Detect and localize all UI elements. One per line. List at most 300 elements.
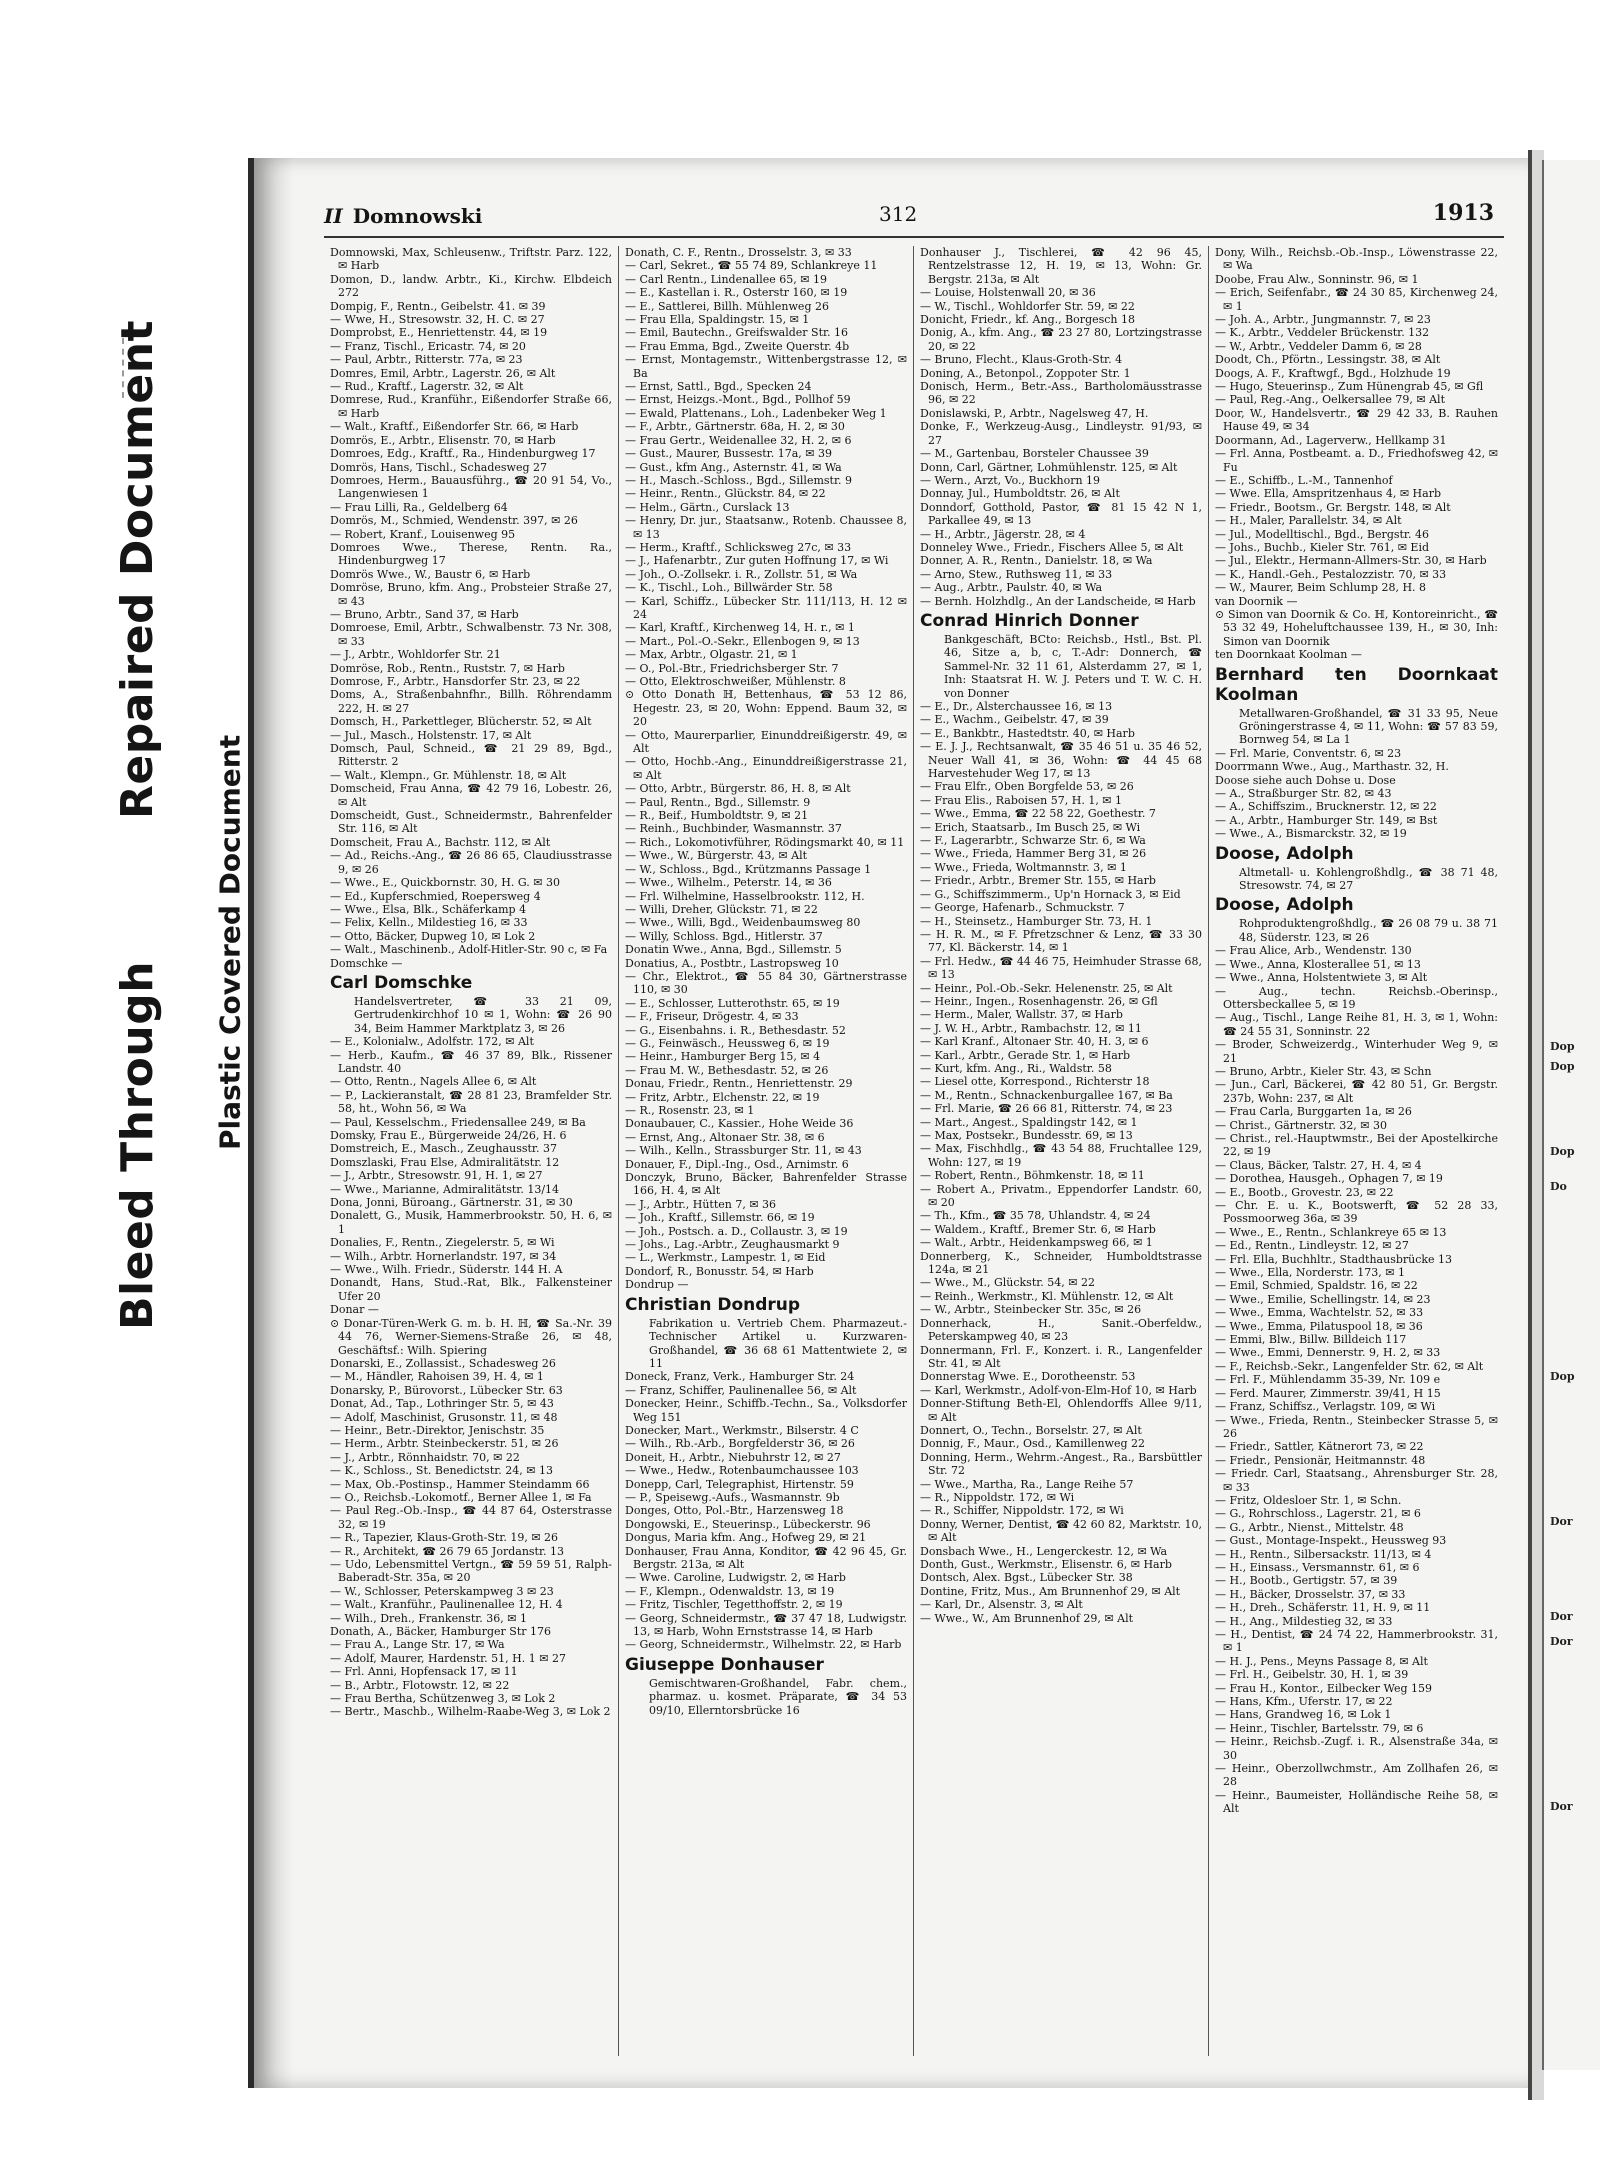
directory-entry: — Wwe., Emilie, Schellingstr. 14, ✉ 23 — [1215, 1292, 1431, 1306]
directory-entry: — G., Schiffszimmerm., Up'n Hornack 3, ✉ Eid — [920, 887, 1181, 901]
directory-entry: — Chr. E. u. K., Bootswerft, ☎ 52 28 33, Possmoorweg 36a, ✉ 39 — [1215, 1199, 1498, 1226]
directory-entry: — Helm., Gärtn., Curslack 13 — [625, 500, 790, 514]
directory-entry: — Mart., Angest., Spaldingstr 142, ✉ 1 — [920, 1115, 1138, 1129]
directory-entry: — Wwe., Wilh. Friedr., Süderstr. 144 H. A — [330, 1263, 563, 1277]
directory-entry: — Udo, Lebensmittel Vertgn., ☎ 59 59 51, Ralph-Baberadt-Str. 35a, ✉ 20 — [330, 1558, 612, 1585]
directory-entry: — Max, Postsekr., Bundesstr. 69, ✉ 13 — [920, 1129, 1133, 1142]
directory-entry: — H., Dreh., Schäferstr. 11, H. 9, ✉ 11 — [1215, 1601, 1431, 1615]
directory-entry: Donar — — [330, 1303, 379, 1317]
display-entry-details: Bankgeschäft, BCto: Reichsb., Hstl., Bst. Pl. 46, Sitze a, b, c, T.-Adr: Donnerch, ☎ Sammel-Nr. 32 11 61, Alsterdamm 27, ✉ 1, Inh: Staatsrat H. W. J. Peters und T. W. C. H. von Donner — [944, 632, 1202, 700]
directory-entry: Doogs, A. F., Kraftwgf., Bgd., Holzhude 19 — [1215, 366, 1451, 380]
directory-entry: Domröse, Rob., Rentn., Ruststr. 7, ✉ Harb — [330, 661, 565, 675]
directory-entry: — F., Arbtr., Gärtnerstr. 68a, H. 2, ✉ 30 — [625, 420, 845, 434]
directory-entry: — Herm., Arbtr. Steinbeckerstr. 51, ✉ 26 — [330, 1437, 559, 1451]
directory-entry: — Heinr., Pol.-Ob.-Sekr. Helenenstr. 25, ✉ Alt — [920, 981, 1173, 995]
display-entry-details: Altmetall- u. Kohlengroßhdlg., ☎ 38 71 48, Stresowstr. 74, ✉ 27 — [1239, 865, 1498, 893]
directory-entry: Doning, A., Betonpol., Zoppoter Str. 1 — [920, 366, 1131, 380]
directory-entry: Domröse, Bruno, kfm. Ang., Probsteier Straße 27, ✉ 43 — [330, 581, 612, 608]
directory-entry: — E., Dr., Alsterchaussee 16, ✉ 13 — [920, 700, 1113, 713]
directory-entry: — Bruno, Arbtr., Kieler Str. 43, ✉ Schn — [1215, 1064, 1432, 1078]
directory-entry: — Kurt, kfm. Ang., Ri., Waldstr. 58 — [920, 1061, 1112, 1075]
directory-entry: — R., Schiffer, Nippoldstr. 172, ✉ Wi — [920, 1504, 1124, 1518]
directory-entry: — Jul., Modelltischl., Bgd., Bergstr. 46 — [1215, 527, 1429, 541]
display-entry-details: Metallwaren-Großhandel, ☎ 31 33 95, Neue Gröningerstrasse 4, ✉ 11, Wohn: ☎ 57 83 59, Bornweg 54, ✉ La 1 — [1239, 706, 1498, 747]
directory-entry: — Johs., Lag.-Arbtr., Zeughausmarkt 9 — [625, 1238, 840, 1252]
directory-entry: — Heinr., Oberzollwchmstr., Am Zollhafen 26, ✉ 28 — [1215, 1762, 1498, 1789]
directory-entry: — Walt., Kraftf., Eißendorfer Str. 66, ✉ Harb — [330, 420, 579, 434]
directory-entry: Donn, Carl, Gärtner, Lohmühlenstr. 125, ✉ Alt — [920, 460, 1178, 474]
directory-entry: — Wwe., Frieda, Hammer Berg 31, ✉ 26 — [920, 847, 1147, 861]
display-entry-details: Fabrikation u. Vertrieb Chem. Pharmazeut.-Technischer Artikel u. Kurzwaren-Großhandel, ☎ 36 68 61 Mattentwiete 2, ✉ 11 — [649, 1316, 907, 1370]
display-entry-heading: Giuseppe Donhauser — [625, 1654, 824, 1675]
directory-entry: — J., Arbtr., Wohldorfer Str. 21 — [330, 648, 501, 662]
directory-entry: Donecker, Heinr., Schiffb.-Techn., Sa., Volksdorfer Weg 151 — [625, 1397, 907, 1424]
directory-entry: — Aug., Arbtr., Paulstr. 40, ✉ Wa — [920, 581, 1103, 595]
directory-entry: — Karl., Arbtr., Gerade Str. 1, ✉ Harb — [920, 1048, 1131, 1062]
directory-entry: Donny, Werner, Dentist, ☎ 42 60 82, Marktstr. 10, ✉ Alt — [920, 1517, 1202, 1545]
directory-entry: Donnig, F., Maur., Osd., Kamillenweg 22 — [920, 1437, 1146, 1451]
directory-entry: — Wwe., Emma, Pilatuspool 18, ✉ 36 — [1215, 1319, 1423, 1333]
directory-entry: Donandt, Hans, Stud.-Rat, Blk., Falkensteiner Ufer 20 — [330, 1276, 612, 1303]
directory-entry: — J., Hafenarbtr., Zur guten Hoffnung 17, ✉ Wi — [625, 554, 889, 568]
column-1 — [324, 246, 619, 2056]
directory-entry: — Wwe., Anna, Holstentwiete 3, ✉ Alt — [1215, 971, 1428, 985]
directory-entry: Donath, A., Bäcker, Hamburger Str 176 — [330, 1625, 552, 1639]
directory-entry: — Otto, Rentn., Nagels Allee 6, ✉ Alt — [330, 1075, 537, 1089]
directory-entry: — Karl, Dr., Alsenstr. 3, ✉ Alt — [920, 1598, 1083, 1612]
directory-entry: — Wilh., Arbtr. Hornerlandstr. 197, ✉ 34 — [330, 1249, 557, 1263]
directory-entry: — Ernst, Montagemstr., Wittenbergstrasse 12, ✉ Ba — [625, 353, 907, 380]
neighbor-page-edge — [1542, 160, 1600, 2070]
directory-entry: — Robert A., Privatm., Eppendorfer Landstr. 60, ✉ 20 — [920, 1182, 1202, 1210]
directory-entry: — Christ., rel.-Hauptwmstr., Bei der Apostelkirche 22, ✉ 19 — [1215, 1131, 1498, 1159]
neighbor-fragment: Dor — [1550, 1635, 1573, 1648]
directory-entry: — Frau Emma, Bgd., Zweite Querstr. 4b — [625, 339, 850, 353]
directory-entry: — Wwe. Ella, Amspritzenhaus 4, ✉ Harb — [1215, 487, 1442, 501]
directory-entry: — A., Schiffszim., Brucknerstr. 12, ✉ 22 — [1215, 800, 1437, 814]
directory-entry: — Heinr., Hamburger Berg 15, ✉ 4 — [625, 1050, 821, 1064]
directory-entry: — Friedr. Carl, Staatsang., Ahrensburger Str. 28, ✉ 33 — [1215, 1467, 1498, 1494]
directory-entry: — Otto, Hochb.-Ang., Einunddreißigerstrasse 21, ✉ Alt — [625, 755, 907, 782]
directory-entry: Dongowski, E., Steuerinsp., Lübeckerstr. 96 — [625, 1517, 871, 1531]
directory-entry: Donau, Friedr., Rentn., Henriettenstr. 29 — [625, 1077, 853, 1091]
directory-entry: — Joh., Postsch. a. D., Collaustr. 3, ✉ 19 — [625, 1224, 848, 1238]
directory-entry: Donczyk, Bruno, Bäcker, Bahrenfelder Strasse 166, H. 4, ✉ Alt — [625, 1171, 907, 1198]
column-2 — [619, 246, 914, 2056]
directory-entry: — W., Schlosser, Peterskampweg 3 ✉ 23 — [330, 1584, 554, 1598]
directory-entry: — Arno, Stew., Ruthsweg 11, ✉ 33 — [920, 567, 1113, 581]
directory-entry: — Otto, Elektroschweißer, Mühlenstr. 8 — [625, 675, 846, 688]
directory-entry: — W., Schloss., Bgd., Krützmanns Passage 1 — [625, 862, 872, 876]
directory-entry: — Bernh. Holzhdlg., An der Landscheide, ✉ Harb — [920, 594, 1196, 608]
directory-entry: — H. J., Pens., Meyns Passage 8, ✉ Alt — [1215, 1654, 1428, 1668]
directory-entry: Dondrup — — [625, 1278, 689, 1292]
directory-entry: — H., Steinsetz., Hamburger Str. 73, H. 1 — [920, 914, 1153, 928]
directory-entry: — Willy, Schloss. Bgd., Hitlerstr. 37 — [625, 929, 823, 943]
directory-entry: Domscheid, Frau Anna, ☎ 42 79 16, Lobestr. 26, ✉ Alt — [330, 782, 612, 809]
page-header — [324, 198, 1504, 238]
scan-mark — [122, 338, 132, 398]
directory-entry: Door, W., Handelsvertr., ☎ 29 42 33, B. Rauhen Hause 49, ✉ 34 — [1215, 406, 1498, 434]
neighbor-fragment: Do — [1550, 1180, 1567, 1193]
directory-entry: — K., Schloss., St. Benedictstr. 24, ✉ 13 — [330, 1464, 553, 1478]
directory-entry: — Gust., Maurer, Bussestr. 17a, ✉ 39 — [625, 447, 832, 461]
directory-entry: — Aug., Tischl., Lange Reihe 81, H. 3, ✉ 1, Wohn: ☎ 24 55 31, Sonninstr. 22 — [1215, 1011, 1498, 1038]
directory-entry: Donatin Wwe., Anna, Bgd., Sillemstr. 5 — [625, 943, 842, 957]
header-name: Domnowski — [352, 204, 483, 228]
directory-entry: Domres, Emil, Arbtr., Lagerstr. 26, ✉ Alt — [330, 366, 556, 380]
directory-entry: — Erich, Seifenfabr., ☎ 24 30 85, Kirchenweg 24, ✉ 1 — [1215, 286, 1498, 313]
neighbor-fragment: Dor — [1550, 1515, 1573, 1528]
directory-entry: — Claus, Bäcker, Talstr. 27, H. 4, ✉ 4 — [1215, 1158, 1422, 1172]
directory-entry: — Ed., Kupferschmied, Roepersweg 4 — [330, 889, 541, 903]
directory-entry: — H., Einsass., Versmannstr. 61, ✉ 6 — [1215, 1560, 1420, 1574]
directory-entry: — F., Friseur, Drögestr. 4, ✉ 33 — [625, 1010, 799, 1024]
directory-entry: — W., Tischl., Wohldorfer Str. 59, ✉ 22 — [920, 299, 1135, 313]
directory-entry: Doodt, Ch., Pförtn., Lessingstr. 38, ✉ Alt — [1215, 353, 1441, 367]
directory-entry: Donke, F., Werkzeug-Ausg., Lindleystr. 91/93, ✉ 27 — [920, 420, 1202, 447]
directory-entry: — Frau Carla, Burggarten 1a, ✉ 26 — [1215, 1105, 1412, 1119]
directory-entry: — R., Nippoldstr. 172, ✉ Wi — [920, 1490, 1075, 1504]
directory-entry: — Ernst, Ang., Altonaer Str. 38, ✉ 6 — [625, 1130, 825, 1144]
directory-entry: — Fritz, Arbtr., Elchenstr. 22, ✉ 19 — [625, 1090, 820, 1104]
directory-entry: — M., Gartenbau, Borsteler Chaussee 39 — [920, 447, 1149, 461]
directory-entry: — Erich, Staatsarb., Im Busch 25, ✉ Wi — [920, 820, 1141, 834]
directory-entry: Domscheit, Frau A., Bachstr. 112, ✉ Alt — [330, 835, 551, 849]
directory-entry: — Frl. Marie, ☎ 26 66 81, Ritterstr. 74, ✉ 23 — [920, 1102, 1173, 1116]
directory-entry: Donaubauer, C., Kassier., Hohe Weide 36 — [625, 1117, 854, 1131]
directory-columns — [324, 246, 1504, 2056]
directory-entry: — Robert, Kranf., Louisenweg 95 — [330, 527, 516, 541]
directory-entry: Domsch, H., Parkettleger, Blücherstr. 52, ✉ Alt — [330, 715, 592, 729]
directory-entry: van Doornik — — [1215, 594, 1298, 608]
directory-entry: — Ernst, Heizgs.-Mont., Bgd., Pollhof 59 — [625, 393, 851, 407]
page-number: 312 — [879, 202, 918, 226]
directory-entry: — Wwe., Ella, Norderstr. 173, ✉ 1 — [1215, 1266, 1405, 1280]
directory-entry: — Felix, Kelln., Mildestieg 16, ✉ 33 — [330, 916, 528, 930]
neighbor-fragment: Dop — [1550, 1370, 1575, 1383]
directory-entry: — Broder, Schweizerdg., Winterhuder Weg 9, ✉ 21 — [1215, 1038, 1498, 1065]
directory-entry: Dondorf, R., Bonusstr. 54, ✉ Harb — [625, 1264, 814, 1278]
directory-entry: — Rich., Lokomotivführer, Rödingsmarkt 40, ✉ 11 — [625, 835, 905, 849]
directory-entry: — Wwe., Willi, Bgd., Weidenbaumsweg 80 — [625, 916, 861, 930]
directory-entry: — Otto, Maurerparlier, Einunddreißigerstr. 49, ✉ Alt — [625, 728, 907, 756]
directory-entry: — K., Arbtr., Veddeler Brückenstr. 132 — [1215, 326, 1430, 340]
directory-entry: Donsbach Wwe., H., Lengerckestr. 12, ✉ Wa — [920, 1544, 1168, 1558]
directory-entry: Donhauser, Frau Anna, Konditor, ☎ 42 96 45, Gr. Bergstr. 213a, ✉ Alt — [625, 1544, 907, 1571]
directory-entry: — J., Arbtr., Rönnhaidstr. 70, ✉ 22 — [330, 1450, 520, 1464]
directory-entry: — Wwe., Elsa, Blk., Schäferkamp 4 — [330, 902, 527, 916]
directory-entry: — Frau A., Lange Str. 17, ✉ Wa — [330, 1638, 505, 1652]
directory-entry: — K., Handl.-Geh., Pestalozzistr. 70, ✉ 33 — [1215, 567, 1447, 581]
directory-entry: — Georg, Schneidermstr., Wilhelmstr. 22, ✉ Harb — [625, 1638, 902, 1652]
directory-entry: — Walt., Kranführ., Paulinenallee 12, H. 4 — [330, 1598, 563, 1612]
directory-entry: Dony, Wilh., Reichsb.-Ob.-Insp., Löwenstrasse 22, ✉ Wa — [1215, 246, 1498, 273]
directory-entry: — Ewald, Plattenans., Loh., Ladenbeker Weg 1 — [625, 406, 887, 420]
directory-entry: — W., Arbtr., Steinbecker Str. 35c, ✉ 26 — [920, 1303, 1142, 1317]
directory-entry: — Joh., O.-Zollsekr. i. R., Zollstr. 51, ✉ Wa — [625, 567, 858, 581]
directory-entry: Donarsky, P., Bürovorst., Lübecker Str. 63 — [330, 1383, 563, 1397]
directory-entry: — Friedr., Sattler, Kätnerort 73, ✉ 22 — [1215, 1440, 1424, 1454]
directory-entry: — Joh. A., Arbtr., Jungmannstr. 7, ✉ 23 — [1215, 313, 1431, 327]
directory-entry: — Heinr., Tischler, Bartelsstr. 79, ✉ 6 — [1215, 1721, 1424, 1735]
directory-entry: — K., Tischl., Loh., Billwärder Str. 58 — [625, 581, 833, 595]
directory-entry: Donning, Herm., Wehrm.-Angest., Ra., Barsbüttler Str. 72 — [920, 1450, 1202, 1478]
directory-entry: — H., Bäcker, Drosselstr. 37, ✉ 33 — [1215, 1587, 1406, 1601]
directory-entry: — H., Arbtr., Jägerstr. 28, ✉ 4 — [920, 527, 1086, 541]
directory-entry: Donndorf, Gotthold, Pastor, ☎ 81 15 42 N 1, Parkallee 49, ✉ 13 — [920, 500, 1202, 528]
directory-entry: — Wern., Arzt, Vo., Buckhorn 19 — [920, 473, 1101, 487]
directory-entry: Donislawski, P., Arbtr., Nagelsweg 47, H. — [920, 406, 1149, 420]
directory-entry: — Emil, Schmied, Spaldstr. 16, ✉ 22 — [1215, 1279, 1418, 1293]
directory-entry: — Willi, Dreher, Glückstr. 71, ✉ 22 — [625, 902, 818, 916]
directory-entry: — Wwe, H., Stresowstr. 32, H. C. ✉ 27 — [330, 313, 545, 327]
directory-entry: Donath, C. F., Rentn., Drosselstr. 3, ✉ 33 — [625, 246, 852, 259]
directory-entry: — Frl. H., Geibelstr. 30, H. 1, ✉ 39 — [1215, 1668, 1409, 1682]
directory-entry: — H., Bootb., Gertigstr. 57, ✉ 39 — [1215, 1574, 1398, 1588]
directory-entry: Doneit, H., Arbtr., Niebuhrstr 12, ✉ 27 — [625, 1450, 841, 1464]
display-entry-heading: Conrad Hinrich Donner — [920, 610, 1139, 631]
directory-entry: — P., Speisewg.-Aufs., Wasmannstr. 9b — [625, 1490, 840, 1504]
directory-entry: Donnermann, Frl. F., Konzert. i. R., Langenfelder Str. 41, ✉ Alt — [920, 1343, 1202, 1370]
directory-entry: — Ad., Reichs.-Ang., ☎ 26 86 65, Claudiusstrasse 9, ✉ 26 — [330, 849, 612, 876]
directory-entry: — Jun., Carl, Bäckerei, ☎ 42 80 51, Gr. Bergstr. 237b, Wohn: 237, ✉ Alt — [1215, 1078, 1498, 1105]
directory-entry: — Frl. Wilhelmine, Hasselbrookstr. 112, H. — [625, 889, 865, 903]
directory-entry: Donneley Wwe., Friedr., Fischers Allee 5, ✉ Alt — [920, 540, 1184, 554]
directory-entry: — Max, Fischhdlg., ☎ 43 54 88, Fruchtallee 129, Wohn: 127, ✉ 19 — [920, 1142, 1202, 1169]
directory-entry: — A., Straßburger Str. 82, ✉ 43 — [1215, 787, 1392, 801]
directory-entry: — J. W. H., Arbtr., Rambachstr. 12, ✉ 11 — [920, 1021, 1142, 1035]
directory-entry: Doneck, Franz, Verk., Hamburger Str. 24 — [625, 1370, 855, 1384]
directory-entry: — Wwe., E., Quickbornstr. 30, H. G. ✉ 30 — [330, 876, 560, 890]
directory-entry: — F., Lagerarbtr., Schwarze Str. 6, ✉ Wa — [920, 834, 1146, 848]
display-entry-heading: Christian Dondrup — [625, 1294, 801, 1315]
directory-entry: — Wwe., Frieda, Woltmannstr. 3, ✉ 1 — [920, 860, 1127, 874]
directory-entry: — Frau Elfr., Oben Borgfelde 53, ✉ 26 — [920, 780, 1134, 794]
directory-entry: — Paul, Arbtr., Ritterstr. 77a, ✉ 23 — [330, 353, 523, 367]
directory-entry: — Franz, Schiffer, Paulinenallee 56, ✉ Alt — [625, 1383, 857, 1397]
directory-entry: — Frau M. W., Bethesdastr. 52, ✉ 26 — [625, 1063, 829, 1077]
directory-entry: — Wwe., Anna, Klosterallee 51, ✉ 13 — [1215, 957, 1421, 971]
directory-entry: Donth, Gust., Werkmstr., Elisenstr. 6, ✉ Harb — [920, 1558, 1172, 1571]
directory-entry: — George, Hafenarb., Schmuckstr. 7 — [920, 901, 1125, 915]
header-section — [324, 204, 482, 228]
directory-entry: Domstreich, E., Masch., Zeughausstr. 37 — [330, 1142, 557, 1156]
directory-entry: Domroes, Edg., Kraftf., Ra., Hindenburgweg 17 — [330, 447, 596, 461]
directory-entry: Domsky, Frau E., Bürgerweide 24/26, H. 6 — [330, 1129, 567, 1142]
directory-entry: — Wwe., A., Bismarckstr. 32, ✉ 19 — [1215, 827, 1407, 841]
directory-entry: — H., Masch.-Schloss., Bgd., Sillemstr. 9 — [625, 473, 852, 487]
directory-entry: Domnowski, Max, Schleusenw., Triftstr. Parz. 122, ✉ Harb — [330, 246, 612, 273]
directory-entry: — Gust., Montage-Inspekt., Heussweg 93 — [1215, 1534, 1447, 1548]
directory-entry: — F., Reichsb.-Sekr., Langenfelder Str. 62, ✉ Alt — [1215, 1359, 1484, 1373]
neighbor-fragment: Dor — [1550, 1800, 1573, 1813]
directory-entry: — G., Eisenbahns. i. R., Bethesdastr. 52 — [625, 1023, 846, 1037]
directory-entry: Donner, A. R., Rentn., Danielstr. 18, ✉ Wa — [920, 554, 1153, 568]
directory-entry: — Hugo, Steuerinsp., Zum Hünengrab 45, ✉ Gfl — [1215, 380, 1484, 394]
directory-entry: Donnay, Jul., Humboldtstr. 26, ✉ Alt — [920, 487, 1120, 501]
directory-entry: — Wilh., Rb.-Arb., Borgfelderstr 36, ✉ 26 — [625, 1437, 855, 1451]
directory-entry: — Frl. Anna, Postbeamt. a. D., Friedhofsweg 42, ✉ Fu — [1215, 447, 1498, 474]
directory-entry: — B., Arbtr., Flotowstr. 12, ✉ 22 — [330, 1678, 510, 1692]
directory-entry: — Friedr., Arbtr., Bremer Str. 155, ✉ Harb — [920, 874, 1156, 888]
directory-entry: — Herb., Kaufm., ☎ 46 37 89, Blk., Rissener Landstr. 40 — [330, 1048, 612, 1075]
directory-entry: — Gust., kfm Ang., Asternstr. 41, ✉ Wa — [625, 460, 842, 474]
directory-entry: — Bertr., Maschb., Wilhelm-Raabe-Weg 3, ✉ Lok 2 — [330, 1705, 611, 1719]
directory-entry: — Carl Rentn., Lindenallee 65, ✉ 19 — [625, 272, 827, 286]
directory-entry: Domroes Wwe., Therese, Rentn. Ra., Hindenburgweg 17 — [330, 540, 612, 568]
directory-entry: ten Doornkaat Koolman — — [1215, 648, 1362, 662]
directory-entry: — G., Feinwäsch., Heussweg 6, ✉ 19 — [625, 1036, 830, 1050]
directory-entry: — Heinr., Rentn., Glückstr. 84, ✉ 22 — [625, 487, 826, 501]
directory-entry: Domscheidt, Gust., Schneidermstr., Bahrenfelder Str. 116, ✉ Alt — [330, 809, 612, 836]
stamp-main-text — [80, 320, 195, 1330]
neighbor-fragment: Dop — [1550, 1145, 1575, 1158]
directory-entry: — H. R. M., ✉ F. Pfretzschner & Lenz, ☎ 33 30 77, Kl. Bäckerstr. 14, ✉ 1 — [920, 927, 1202, 955]
directory-entry: Donepp, Carl, Telegraphist, Hirtenstr. 59 — [625, 1477, 854, 1491]
directory-entry: ⊙ Simon van Doornik & Co. ℍ, Kontoreinricht., ☎ 53 32 49, Hoheluftchaussee 139, H., ✉ 30, Inh: Simon van Doornik — [1215, 607, 1498, 648]
directory-entry: — M., Händler, Rahoisen 39, H. 4, ✉ 1 — [330, 1370, 544, 1384]
section-number: II — [324, 204, 343, 228]
directory-entry: — Frl. F., Mühlendamm 35-39, Nr. 109 e — [1215, 1373, 1441, 1387]
directory-entry: — H., Dentist, ☎ 24 74 22, Hammerbrookstr. 31, ✉ 1 — [1215, 1628, 1498, 1655]
directory-entry: — Frl. Marie, Conventstr. 6, ✉ 23 — [1215, 746, 1402, 760]
directory-entry: — R., Rosenstr. 23, ✉ 1 — [625, 1104, 755, 1117]
directory-entry: — Wwe., M., Glückstr. 54, ✉ 22 — [920, 1276, 1095, 1290]
directory-entry: Donges, Otto, Pol.-Btr., Harzensweg 18 — [625, 1504, 844, 1518]
directory-entry: — E. J. J., Rechtsanwalt, ☎ 35 46 51 u. 35 46 52, Neuer Wall 41, ✉ 36, Wohn: ☎ 44 45 68 Harvestehuder Weg 17, ✉ 13 — [920, 740, 1202, 781]
directory-entry: — L., Werkmstr., Lampestr. 1, ✉ Eid — [625, 1251, 826, 1265]
directory-entry: — Hans, Grandweg 16, ✉ Lok 1 — [1215, 1708, 1392, 1722]
directory-entry: Donauer, F., Dipl.-Ing., Osd., Arnimstr. 6 — [625, 1157, 849, 1171]
directory-entry: — Emmi, Blw., Billw. Billdeich 117 — [1215, 1333, 1407, 1347]
directory-entry: — Heinr., Reichsb.-Zugf. i. R., Alsenstraße 34a, ✉ 30 — [1215, 1735, 1498, 1762]
directory-entry: — Karl Kranf., Altonaer Str. 40, H. 3, ✉ 6 — [920, 1035, 1149, 1049]
directory-entry: — Friedr., Bootsm., Gr. Bergstr. 148, ✉ Alt — [1215, 500, 1451, 514]
directory-entry: Donalies, F., Rentn., Ziegelerstr. 5, ✉ Wi — [330, 1236, 555, 1250]
directory-entry: — Heinr., Ingen., Rosenhagenstr. 26, ✉ Gfl — [920, 994, 1158, 1008]
column-4 — [1209, 246, 1504, 2056]
stamp-bleed-through: Bleed Through — [112, 960, 163, 1330]
directory-entry: — Wwe., Wilhelm., Peterstr. 14, ✉ 36 — [625, 876, 832, 890]
directory-entry: — Frau Gertr., Weidenallee 32, H. 2, ✉ 6 — [625, 433, 852, 447]
directory-entry: — Reinh., Buchbinder, Wasmannstr. 37 — [625, 822, 842, 836]
directory-entry: — Ferd. Maurer, Zimmerstr. 39/41, H 15 — [1215, 1386, 1441, 1400]
directory-entry: Domon, D., landw. Arbtr., Ki., Kirchw. Elbdeich 272 — [330, 272, 612, 300]
neighbor-fragment: Dop — [1550, 1060, 1575, 1073]
directory-entry: — Waldem., Kraftf., Bremer Str. 6, ✉ Harb — [920, 1222, 1156, 1236]
directory-entry: Dontine, Fritz, Mus., Am Brunnenhof 29, ✉ Alt — [920, 1584, 1181, 1598]
directory-entry: Donhauser J., Tischlerei, ☎ 42 96 45, Rentzelstrasse 12, H. 19, ✉ 13, Wohn: Gr. Bergstr. 213a, ✉ Alt — [920, 246, 1202, 286]
directory-entry: — Jul., Elektr., Hermann-Allmers-Str. 30, ✉ Harb — [1215, 554, 1487, 568]
directory-entry: Doobe, Frau Alw., Sonninstr. 96, ✉ 1 — [1215, 272, 1419, 286]
directory-entry: — Wwe., Martha, Ra., Lange Reihe 57 — [920, 1477, 1134, 1491]
directory-entry: — M., Rentn., Schnackenburgallee 167, ✉ Ba — [920, 1088, 1173, 1102]
stamp-repaired-document: Repaired Document — [112, 320, 163, 820]
directory-entry: — Ernst, Sattl., Bgd., Specken 24 — [625, 380, 812, 394]
directory-entry: — H., Maler, Parallelstr. 34, ✉ Alt — [1215, 514, 1402, 528]
directory-entry: Doose siehe auch Dohse u. Dose — [1215, 773, 1396, 787]
directory-entry: — Max, Arbtr., Olgastr. 21, ✉ 1 — [625, 648, 798, 662]
directory-entry: — Rud., Kraftf., Lagerstr. 32, ✉ Alt — [330, 380, 524, 394]
directory-entry: — Georg, Schneidermstr., ☎ 37 47 18, Ludwigstr. 13, ✉ Harb, Wohn Ernststrasse 14, ✉ Harb — [625, 1611, 907, 1639]
directory-entry: — Paul Reg.-Ob.-Insp., ☎ 44 87 64, Osterstrasse 32, ✉ 19 — [330, 1504, 612, 1531]
directory-entry: Domschke — — [330, 956, 403, 970]
directory-entry: — Carl, Sekret., ☎ 55 74 89, Schlankreye 11 — [625, 259, 878, 273]
directory-page — [248, 158, 1534, 2088]
directory-entry: — Aug., techn. Reichsb.-Oberinsp., Ottersbeckallee 5, ✉ 19 — [1215, 984, 1498, 1011]
directory-entry: — J., Arbtr., Hütten 7, ✉ 36 — [625, 1197, 777, 1211]
directory-entry: — W., Arbtr., Veddeler Damm 6, ✉ 28 — [1215, 339, 1422, 353]
directory-entry: Domrös, Hans, Tischl., Schadesweg 27 — [330, 460, 548, 474]
display-entry-heading: Carl Domschke — [330, 972, 473, 993]
directory-entry: — Joh., Kraftf., Sillemstr. 66, ✉ 19 — [625, 1211, 815, 1225]
directory-entry: — E., Schlosser, Lutterothstr. 65, ✉ 19 — [625, 996, 840, 1010]
neighbor-fragment: Dop — [1550, 1040, 1575, 1053]
directory-entry: — Paul, Kesselschm., Friedensallee 249, ✉ Ba — [330, 1115, 586, 1129]
directory-entry: — E., Wachm., Geibelstr. 47, ✉ 39 — [920, 713, 1109, 727]
display-entry-heading: Doose, Adolph — [1215, 843, 1354, 864]
directory-entry: — E., Bankbtr., Hastedtstr. 40, ✉ Harb — [920, 726, 1135, 740]
directory-entry: Donnerhack, H., Sanit.-Oberfeldw., Peterskampweg 40, ✉ 23 — [920, 1316, 1202, 1344]
directory-entry: — Frl. Anni, Hopfensack 17, ✉ 11 — [330, 1665, 518, 1679]
directory-entry: Donalett, G., Musik, Hammerbrookstr. 50, H. 6, ✉ 1 — [330, 1209, 612, 1236]
display-entry-heading: Bernhard ten Doornkaat Koolman — [1215, 664, 1498, 705]
directory-entry: Donisch, Herm., Betr.-Ass., Bartholomäusstrasse 96, ✉ 22 — [920, 380, 1202, 407]
directory-entry: — Wilh., Dreh., Frankenstr. 36, ✉ 1 — [330, 1611, 527, 1625]
directory-entry: Domroese, Emil, Arbtr., Schwalbenstr. 73 Nr. 308, ✉ 33 — [330, 621, 612, 648]
directory-entry: Donnerberg, K., Schneider, Humboldtstrasse 124a, ✉ 21 — [920, 1249, 1202, 1277]
directory-entry: — Herm., Maler, Wallstr. 37, ✉ Harb — [920, 1008, 1123, 1022]
directory-entry: Domrös, M., Schmied, Wendenstr. 397, ✉ 26 — [330, 514, 578, 528]
directory-entry: — Wwe., Emmi, Dennerstr. 9, H. 2, ✉ 33 — [1215, 1346, 1441, 1360]
directory-entry: — Frau Lilli, Ra., Geldelberg 64 — [330, 500, 508, 514]
directory-entry: — Frau H., Kontor., Eilbecker Weg 159 — [1215, 1681, 1432, 1695]
directory-entry: Donicht, Friedr., kf. Ang., Borgesch 18 — [920, 313, 1135, 327]
directory-entry: — Walt., Maschinenb., Adolf-Hitler-Str. 90 c, ✉ Fa — [330, 943, 608, 957]
directory-entry: — Wwe., Marianne, Admiralitätstr. 13/14 — [330, 1182, 560, 1196]
directory-entry: — Chr., Elektrot., ☎ 55 84 30, Gärtnerstrasse 110, ✉ 30 — [625, 969, 907, 997]
display-entry-details: Rohproduktengroßhdlg., ☎ 26 08 79 u. 38 71 48, Süderstr. 123, ✉ 26 — [1239, 917, 1498, 944]
display-entry-heading: Doose, Adolph — [1215, 895, 1354, 916]
binding-shadow — [254, 158, 294, 2088]
directory-entry: — Bruno, Arbtr., Sand 37, ✉ Harb — [330, 607, 519, 621]
directory-entry: Domszlaski, Frau Else, Admiralitätstr. 12 — [330, 1155, 560, 1169]
directory-entry: — Karl, Kraftf., Kirchenweg 14, H. r., ✉ 1 — [625, 621, 855, 635]
directory-entry: Donnerstag Wwe. E., Dorotheenstr. 53 — [920, 1370, 1136, 1384]
directory-entry: Domrös, E., Arbtr., Elisenstr. 70, ✉ Harb — [330, 433, 556, 447]
directory-entry: — Frl. Hedw., ☎ 44 46 75, Heimhuder Strasse 68, ✉ 13 — [920, 954, 1202, 982]
directory-entry: — Paul, Reg.-Ang., Oelkersallee 79, ✉ Alt — [1215, 393, 1445, 407]
directory-entry: — P., Lackieranstalt, ☎ 28 81 23, Bramfelder Str. 58, ht., Wohn 56, ✉ Wa — [330, 1088, 612, 1116]
directory-entry: Doormann, Ad., Lagerverw., Hellkamp 31 — [1215, 433, 1447, 447]
directory-entry: Donat, Ad., Tap., Lothringer Str. 5, ✉ 43 — [330, 1397, 554, 1411]
directory-entry: — Karl, Werkmstr., Adolf-von-Elm-Hof 10, ✉ Harb — [920, 1383, 1197, 1397]
display-entry-details: Handelsvertreter, ☎ 33 21 09, Gertrudenkirchhof 10 ✉ 1, Wohn: ☎ 26 90 34, Beim Hammer Marktplatz 3, ✉ 26 — [354, 994, 612, 1035]
directory-entry: — Heinr., Baumeister, Holländische Reihe 58, ✉ Alt — [1215, 1788, 1498, 1816]
directory-entry: — Hans, Kfm., Uferstr. 17, ✉ 22 — [1215, 1695, 1393, 1709]
directory-entry: — Bruno, Flecht., Klaus-Groth-Str. 4 — [920, 353, 1123, 367]
directory-entry: — Franz, Schiffsz., Verlagstr. 109, ✉ Wi — [1215, 1400, 1436, 1414]
directory-entry: — Fritz, Tischler, Tegetthoffstr. 2, ✉ 19 — [625, 1598, 843, 1612]
directory-entry: — Liesel otte, Korrespond., Richterstr 18 — [920, 1075, 1150, 1089]
directory-entry: — E., Sattlerei, Billh. Mühlenweg 26 — [625, 299, 829, 313]
directory-entry: — R., Beif., Humboldtstr. 9, ✉ 21 — [625, 809, 809, 823]
directory-entry: — Adolf, Maschinist, Grusonstr. 11, ✉ 48 — [330, 1410, 558, 1424]
directory-entry: Donatius, A., Postbtr., Lastropsweg 10 — [625, 956, 839, 970]
directory-entry: — Robert, Rentn., Böhmkenstr. 18, ✉ 11 — [920, 1169, 1145, 1183]
directory-entry: — Franz, Tischl., Ericastr. 74, ✉ 20 — [330, 339, 526, 353]
